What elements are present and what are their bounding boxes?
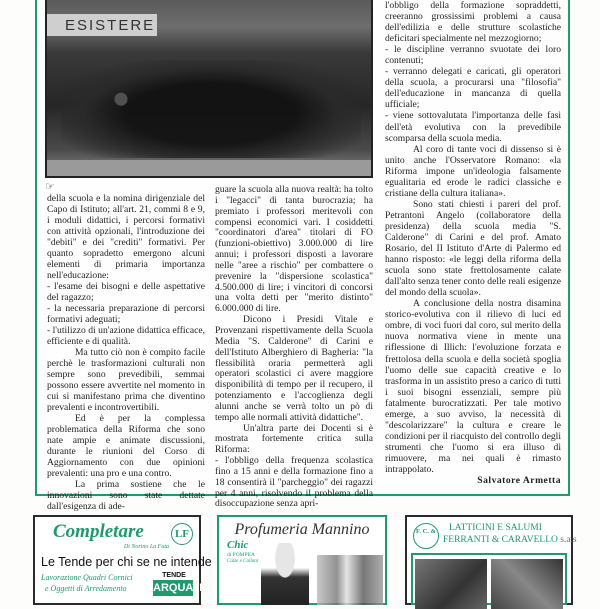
paragraph: l'obbligo della formazione sopraddetti, creeranno grossissimi problemi a causa dell'edilizia e delle strutture scolastiche deficitari specialmente nel mezzogiorno;: [385, 0, 561, 45]
paragraph: - l'utilizzo di un'azione didattica efficace, efficiente e di qualità.: [47, 325, 205, 347]
ground-image: [47, 160, 371, 176]
ad-brand: FERRANTI & CARAVELLO s.a.s: [443, 535, 577, 545]
paragraph: Dicono i Presidi Vitale e Provenzani rispettivamente della Scuola Media "S. Calderone" di Carini e dell'Istituto Alberghiero di Bagheria: "la flessibilità oraria permetterà agli operatori scolastici ci avere maggiore disponibilità di tempo per il recupero, il potenziamento e l'accoglienza degli alunni anche se verrà tolto un pò di tempo alle normali attività didattiche".: [215, 314, 373, 423]
paragraph: - l'esame dei bisogni e delle aspettative del ragazzo;: [47, 281, 205, 303]
sign-text: ESISTERE: [65, 17, 156, 34]
article-column-3: [385, 0, 561, 486]
product-photo: [415, 559, 487, 609]
chic-logo: Chic: [227, 539, 249, 551]
lf-logo-icon: LF: [171, 523, 193, 545]
tende-label: TENDE: [162, 572, 186, 579]
ad-brand: Profumeria Mannino: [234, 521, 370, 538]
author-signature: Salvatore Armetta: [477, 475, 561, 487]
fc-logo-icon: F. C. &: [413, 523, 439, 549]
paragraph: Un'altra parte dei Docenti si è mostrata fortemente critica sulla Riforma:: [215, 422, 373, 456]
paragraph: - l'obbligo della frequenza scolastica fino a 15 anni e della formazione fino a 18 consentirà il "parcheggio" dei ragazzi per 4 anni, risolvendo il problema della disoccupazione senza apri-: [215, 455, 373, 510]
perfume-photo: [317, 555, 383, 605]
model-photo: [261, 543, 309, 605]
paragraph: - viene sottovalutata l'importanza delle fasi dell'età evolutiva con la prevedibile scomparsa della scuola media.: [385, 110, 561, 144]
paragraph: - le discipline verranno svuotate dei loro contenuti;: [385, 44, 561, 67]
ad-line: Lavorazione Quadri Cornici: [41, 573, 133, 582]
ad-brand: Completare: [53, 521, 144, 542]
product-photo: [491, 559, 563, 609]
article-column-1: [47, 193, 205, 512]
paragraph: - verranno delegati e caricati, gli operatori della scuola, a procurarsi una "filosofia" dell'educazione in mancanza di quella ufficiale;: [385, 66, 561, 111]
arquati-logo: ARQUATI: [153, 582, 203, 594]
ad-tagline: Le Tende per chi se ne intende: [41, 555, 212, 569]
ad-ferranti-caravello: [405, 515, 577, 605]
article-column-2: [215, 185, 373, 510]
paragraph: La prima sostiene che le innovazioni sono state dettate dall'esigenza di ade-: [47, 479, 205, 512]
paragraph: Sono stati chiesti i pareri del prof. Petrantoni Angelo (collaboratore della presidenza) della scuola media "S. Calderone" di Carini e del prof. Amato Rosario, del II Istituto d'Arte di Palermo ed hanno risposto: «le leggi della riforma della scuola sono state frettolosamente calate dall'alto senza tener conto delle reali esigenze del mondo della scuola».: [385, 198, 561, 299]
ad-line: LATTICINI E SALUMI: [449, 523, 542, 533]
paragraph: Ed è per la complessa problematica della Riforma che sono nate ampie e animate discussioni, durante le riunioni del Corso di Aggiornamento con due opinioni prevalenti: una pro e una contro.: [47, 413, 205, 479]
paragraph: - la necessaria preparazione di percorsi formativi adeguati;: [47, 303, 205, 325]
group-photo: [45, 0, 373, 178]
ad-completare: [33, 515, 212, 605]
crowd-image: [61, 60, 361, 158]
pointing-hand-icon: ☞: [45, 181, 55, 193]
ad-line: e Oggetti di Arredamento: [45, 584, 127, 593]
paragraph: Ma tutto ciò non è compito facile perchè le trasformazioni culturali non sempre sono prevedibili, semmai possono essere avvertite nel momento in cui si manifestano prima che diventino prevalenti e incontrovertibili.: [47, 347, 205, 413]
ad-profumeria-mannino: [217, 515, 387, 605]
pompea-label: di POMPEA: [227, 552, 255, 558]
paragraph: A conclusione della nostra disamina storico-evolutiva con il rilievo di luci ed ombre, di voci fuori dal coro, sul merito della nuova normativa viene in mente una riflessione di Illich: l'evoluzione forzata e frettolosa della scuola e della società spoglia l'uomo delle sue capacità creative e lo trasforma in un assistito preso a carico di tutti i suoi bisogni essenziali, sempre più fatalmente burocratizzati. Per tale motivo emerge, a suo avviso, la necessità di "descolarizzare" la cultura e creare le condizioni per il riacquisto del controllo degli strumenti che l'uomo si era illuso di rimuovere, ma nei quali è rimasto intrappolato.: [385, 298, 561, 475]
paragraph: guare la scuola alla nuova realtà: ha tolto i "legacci" di tanta burocrazia; ha premiato i professori meritevoli con compensi economici vari. I cosiddetti "coordinatori d'area" titolari di FO (funzioni-obiettivo) 3.000.000 di lire annui; i professori disposti a lavorare nelle "aree a rischio" per combattere o prevenire la "dispersione scolastica" 4.500.000 di lire; i vincitori di concorsi una volta detti per "merito distinto" 6.000.000 di lire.: [215, 184, 373, 315]
calze-label: Calze e Collant: [227, 559, 259, 564]
paragraph: Al coro di tante voci di dissenso si è unito anche l'Osservatore Romano: «la Riforma impone un'ideologia falsamente egualitaria ed erode le radici classiche e cristiane della cultura italiana».: [385, 143, 561, 199]
building-sign: [47, 14, 157, 36]
ad-owner: Di Norino La Fata: [123, 544, 169, 550]
paragraph: della scuola e la nomina dirigenziale del Capo di Istituto; all'art. 21, commi 8 e 9, i moduli didattici, i percorsi formativi con attività opzionali, l'introduzione dei "debiti" e dei "crediti" formativi. Per quanto sopradetto emergono alcuni elementi di primaria importanza nell'educazione:: [47, 193, 205, 281]
